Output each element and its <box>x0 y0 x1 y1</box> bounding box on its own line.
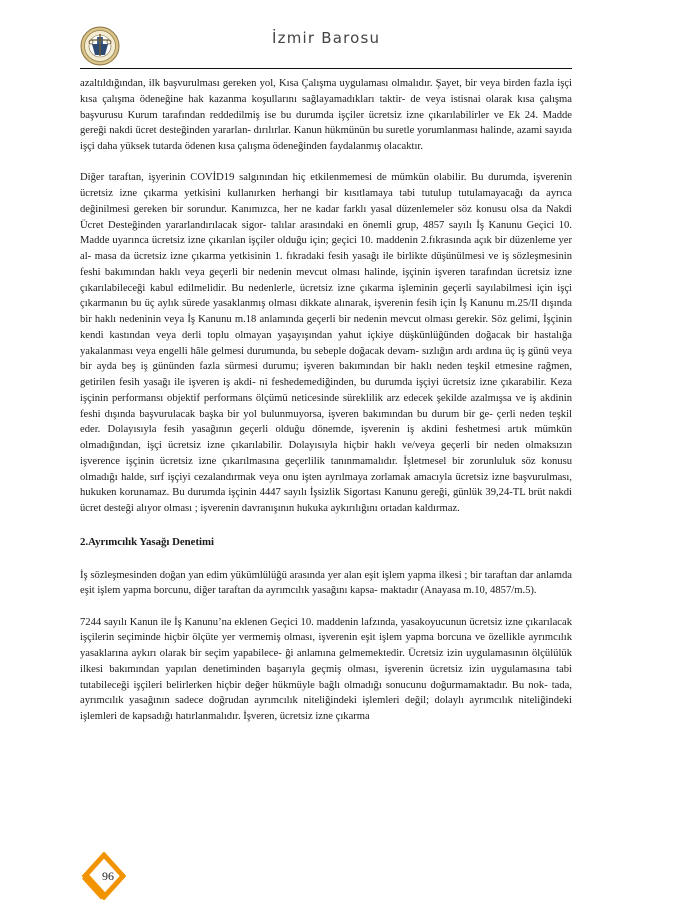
section-heading: 2.Ayrımcılık Yasağı Denetimi <box>80 535 215 548</box>
document-body <box>80 76 572 725</box>
bar-association-seal-icon <box>80 26 120 66</box>
paragraph: Diğer taraftan, işyerinin COVİD19 salgınından hiç etkilenmemesi de mümkün olabilir. Bu durumda, işverenin ücretsiz izne çıkarma yetkisini kullanırken herhangi bir kısıtlamaya tabi tutulup tutulamayacağı da ayrıca değinilmesi gereken bir sorundur. Kanımızca, her ne kadar farklı yasal düzenlemeler söz konusu olsa da Nakdi Ücret Desteğinden yararlandırılacak sigor- talılar arasındaki en önemli grup, 4857 sayılı İş Kanunu Geçici 10. Madde uyarınca ücretsiz izne çıkarılan işçiler olduğu için; geçici 10. maddenin 2.fıkrasında açık bir düzenleme yer al- masa da ücretsiz izne çıkarma yetkisinin 1. fıkradaki fesih yasağı ile birlikte düşünülmesi ve iş sözleşmesinin feshi bakımından haklı veya geçerli bir nedenin mevcut olması halinde, işçinin işveren tarafından ücretsiz izne çıkarılabileceği kabul edilmelidir. Bu nedenlerle, ücretsiz izne çıkarma işleminin geçerli sayılabilmesi için işçi çıkarmanın bu üç aylık sürede yasaklanmış olması dikkate alınarak, işverenin fesih için İş Kanunu m.25/II dışında bir haklı nedeninin veya İş Kanunu m.18 anlamında geçerli bir nedenin mevcut olması gerekir. Söz gelimi, İşçinin kendi kastından veya derli toplu olmayan yaşayışından yahut içkiye düşkünlüğünden doğacak bir hastalığa yakalanması veya engelli hâle gelmesi durumunda, bu sebeple doğacak devam- sızlığın ardı ardına üç iş günü veya bir ayda beş iş gününden fazla sürmesi durumu; işveren bakımından bir haklı neden teşkil etmesine rağmen, getirilen fesih yasağı ile işveren iş akdi- ni feshedemediğinden, bu durumda işçiyi ücretsiz izne çıkarabilir. Keza işçinin performansı objektif performans ölçümü neticesinde süreklilik arz edecek şekilde azalmışsa ve iş akdinin feshi dışında başvurulacak başka bir yol bulunmuyorsa, işveren bakımından bu durum bir ge- çerli neden teşkil eder. Dolayısıyla fesih yasağının geçerli olduğu dönemde, işverenin iş akdini feshetmesi artık mümkün olmadığından, işçi ücretsiz izne çıkarılabilir. Dolayısıyla hiçbir haklı ve/veya geçerli bir neden olmaksızın işverence işçinin ücretsiz izne çıkarılmasına geçerlilik tanınmamalıdır. İşletmesel bir zorunluluk söz konusu olmadığı halde, sırf işçiyi cezalandırmak veya onu işten ayrılmaya zorlamak amacıyla ücretsiz izne başvurulması, hukuken korunamaz. Bu durumda işçinin 4447 sayılı İşsizlik Sigortası Kanunu gereği, günlük 39,24-TL brüt nakdi ücret desteği alıyor olması ; işverenin davranışının hukuka aykırılığını ortadan kaldırmaz. <box>80 172 572 514</box>
header-divider <box>80 68 572 69</box>
page-number: 96 <box>102 869 114 883</box>
paragraph: İş sözleşmesinden doğan yan edim yükümlülüğü arasında yer alan eşit işlem yapma ilkesi ; bir taraftan dar anlamda eşit işlem yapma borcunu, diğer taraftan da ayrımcılık yasağını kapsa- maktadır (Anayasa m.10, 4857/m.5). <box>80 569 572 597</box>
paragraph: azaltıldığından, ilk başvurulması gereken yol, Kısa Çalışma uygulaması olmalıdır. Şayet, bir veya birden fazla işçi kısa çalışma ödeneğine hak kazanma koşullarını sağlayamadıkları taktir- de veya istisnai olarak kısa çalışma başvurusu Kurum tarafından reddedilmiş ise bu durumda işçiler ücretsiz izne çıkarılabilirler ve Ek 24. Madde gereği nakdi ücret desteğinden yararlan- dırılırlar. Kanun hükmünün bu suretle yorumlanması halinde, azami sayıda işçi daha yüksek tutarda ödenen kısa çalışma ödeneğinden faydalanmış olacaktır. <box>80 78 572 152</box>
header-title: İzmir Barosu <box>272 29 381 47</box>
page-header <box>0 0 700 72</box>
paragraph: 7244 sayılı Kanun ile İş Kanunu’na eklenen Geçici 10. maddenin lafzında, yasakoyucunun ücretsiz izne çıkarılacak işçilerin seçiminde hiçbir ölçüte yer vermemiş olması, işverenin eşit işlem yapma borcuna ve özellikle ayrımcılık yasaklarına aykırı olarak bir seçim yapabilece- ği anlamına gelmemektedir. Ücretsiz izin uygulamasının ölçülülük ilkesi bakımından yapılan denetiminden başarıyla geçmiş olması, işverenin ücretsiz izin uygulamasına tabi tutabileceği işçileri belirlerken hiçbir değer hükmüyle bağlı olmadığı sonucunu doğurmamaktadır. Bu nok- tada, ayrımcılık yasağının sadece doğrudan ayrımcılık niteliğindeki işlemleri değil; dolaylı ayrımcılık niteliğindeki işlemleri de kapsadığı hatırlanmalıdır. İşveren, ücretsiz izne çıkarma <box>80 616 572 722</box>
